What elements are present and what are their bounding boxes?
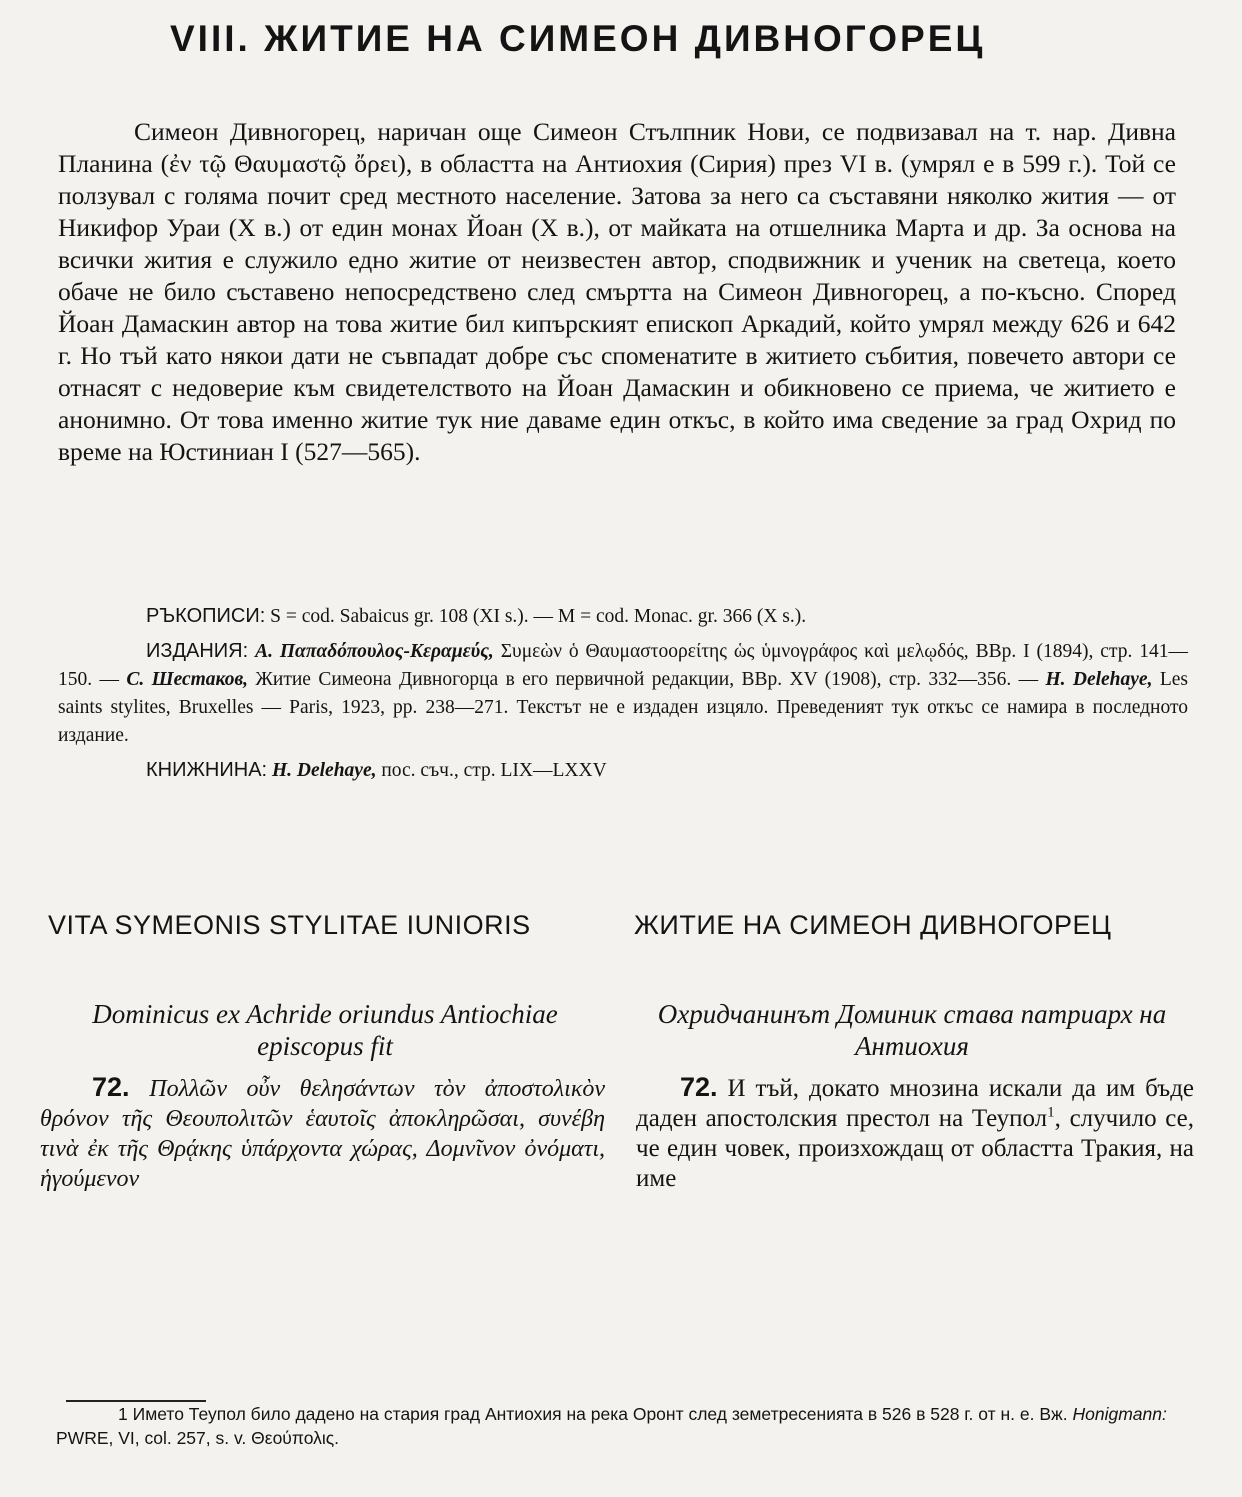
manuscripts-label: РЪКОПИСИ: bbox=[146, 605, 266, 627]
right-section-number: 72. bbox=[680, 1072, 718, 1102]
footnote-text: Името Теупол било дадено на стария град Антиохия на река Оронт след земетресенията в 526 в 528 г. от н. е. Вж. bbox=[132, 1404, 1068, 1424]
literature-entry bbox=[58, 756, 1188, 785]
editions-label: ИЗДАНИЯ: bbox=[146, 640, 249, 662]
left-column-subtitle: Dominicus ex Achride oriundus Antiochiae episcopus fit bbox=[92, 999, 558, 1061]
left-column-heading: VITA SYMEONIS STYLITAE IUNIORIS bbox=[48, 910, 531, 940]
footnote-ref: PWRE, VI, col. 257, s. v. Θεούπολις. bbox=[56, 1428, 340, 1448]
literature-text: пос. съч., стр. LIX—LXXV bbox=[381, 760, 607, 781]
bulgarian-text-part-1: И тъй, докато мнозина искали да им бъде даден апостолския престол на Теупол bbox=[636, 1075, 1195, 1132]
right-column-text bbox=[636, 1072, 1194, 1194]
footnote-author: Honigmann: bbox=[1072, 1404, 1167, 1424]
manuscripts-entry bbox=[58, 602, 1188, 631]
greek-text: Πολλῶν οὖν θελησάντων τὸν ἀποστολικὸν θρόνον τῆς Θεουπολιτῶν ἑαυτοῖς ἀποκληρῶσαι, συνέβη τινὰ ἐκ τῆς Θρᾴκης ὑπάρχοντα χώρας, Δομνῖνον ὀνόματι, ἡγούμενον bbox=[40, 1076, 606, 1192]
right-column-subtitle: Охридчанинът Доминик става патриарх на Антиохия bbox=[657, 999, 1167, 1061]
literature-label: КНИЖНИНА: bbox=[146, 759, 268, 781]
footnote bbox=[56, 1402, 1206, 1450]
editions-text-3: Les saints stylites, Bruxelles — Paris, 1923, pp. 238—271. Текстът не е издаден изцяло. Преведеният тук откъс се намира в последното издание. bbox=[58, 669, 1188, 746]
intro-paragraph: Симеон Дивногорец, наричан още Симеон Стълпник Нови, се подвизавал на т. нар. Дивна Планина (ἐν τῷ Θαυμαστῷ ὄρει), в областта на Антиохия (Сирия) през VI в. (умрял е в 599 г.). Той се ползувал с голяма почит сред местното население. Затова за него са съставяни няколко жития — от Никифор Ураи (X в.) от един монах Йоан (X в.), от майката на отшелника Марта и др. За основа на всички жития е служило едно житие от неизвестен автор, сподвижник и ученик на светеца, което обаче не било съставено непосредствено след смъртта на Симеон Дивногорец, а по-късно. Според Йоан Дамаскин автор на това житие бил кипърският епископ Аркадий, който умрял между 626 и 642 г. Но тъй като някои дати не съвпадат добре със споменатите в житието събития, повечето автори се отнасят с недоверие към свидетелството на Йоан Дамаскин и обикновено се приема, че житието е анонимно. От това именно житие тук ние даваме един откъс, в който има сведение за град Охрид по време на Юстиниан I (527—565). bbox=[58, 117, 1176, 466]
editions-author-3: H. Delehaye, bbox=[1045, 669, 1153, 690]
bulgarian-text-part-2: , случило се, че един човек, произхождащ от областта Тракия, на име bbox=[636, 1105, 1194, 1192]
left-column-text bbox=[40, 1072, 605, 1194]
footnote-marker: 1 bbox=[118, 1404, 128, 1424]
editions-text-1: Συμεὼν ὁ Θαυμαστοορείτης ὡς ὑμνογράφος καὶ μελῳδός, BBp. I (1894), стр. 141—150. — bbox=[58, 641, 1188, 690]
bibliography-block bbox=[58, 602, 1188, 791]
chapter-title: VIII. ЖИТИЕ НА СИМЕОН ДИВНОГОРЕЦ bbox=[170, 18, 986, 59]
manuscripts-text: S = cod. Sabaicus gr. 108 (XI s.). — M = cod. Monac. gr. 366 (X s.). bbox=[270, 606, 807, 627]
editions-author-1: А. Παπαδόπουλος-Κεραμεύς, bbox=[255, 641, 494, 662]
literature-author: H. Delehaye, bbox=[271, 760, 377, 781]
editions-author-2: С. Шестаков, bbox=[126, 669, 249, 690]
editions-entry bbox=[58, 637, 1188, 750]
left-section-number: 72. bbox=[92, 1072, 130, 1102]
right-column-heading: ЖИТИЕ НА СИМЕОН ДИВНОГОРЕЦ bbox=[634, 910, 1112, 940]
footnote-reference: 1 bbox=[1047, 1104, 1055, 1121]
editions-text-2: Житие Симеона Дивногорца в его первичной редакции, BBp. XV (1908), стр. 332—356. — bbox=[255, 669, 1039, 690]
